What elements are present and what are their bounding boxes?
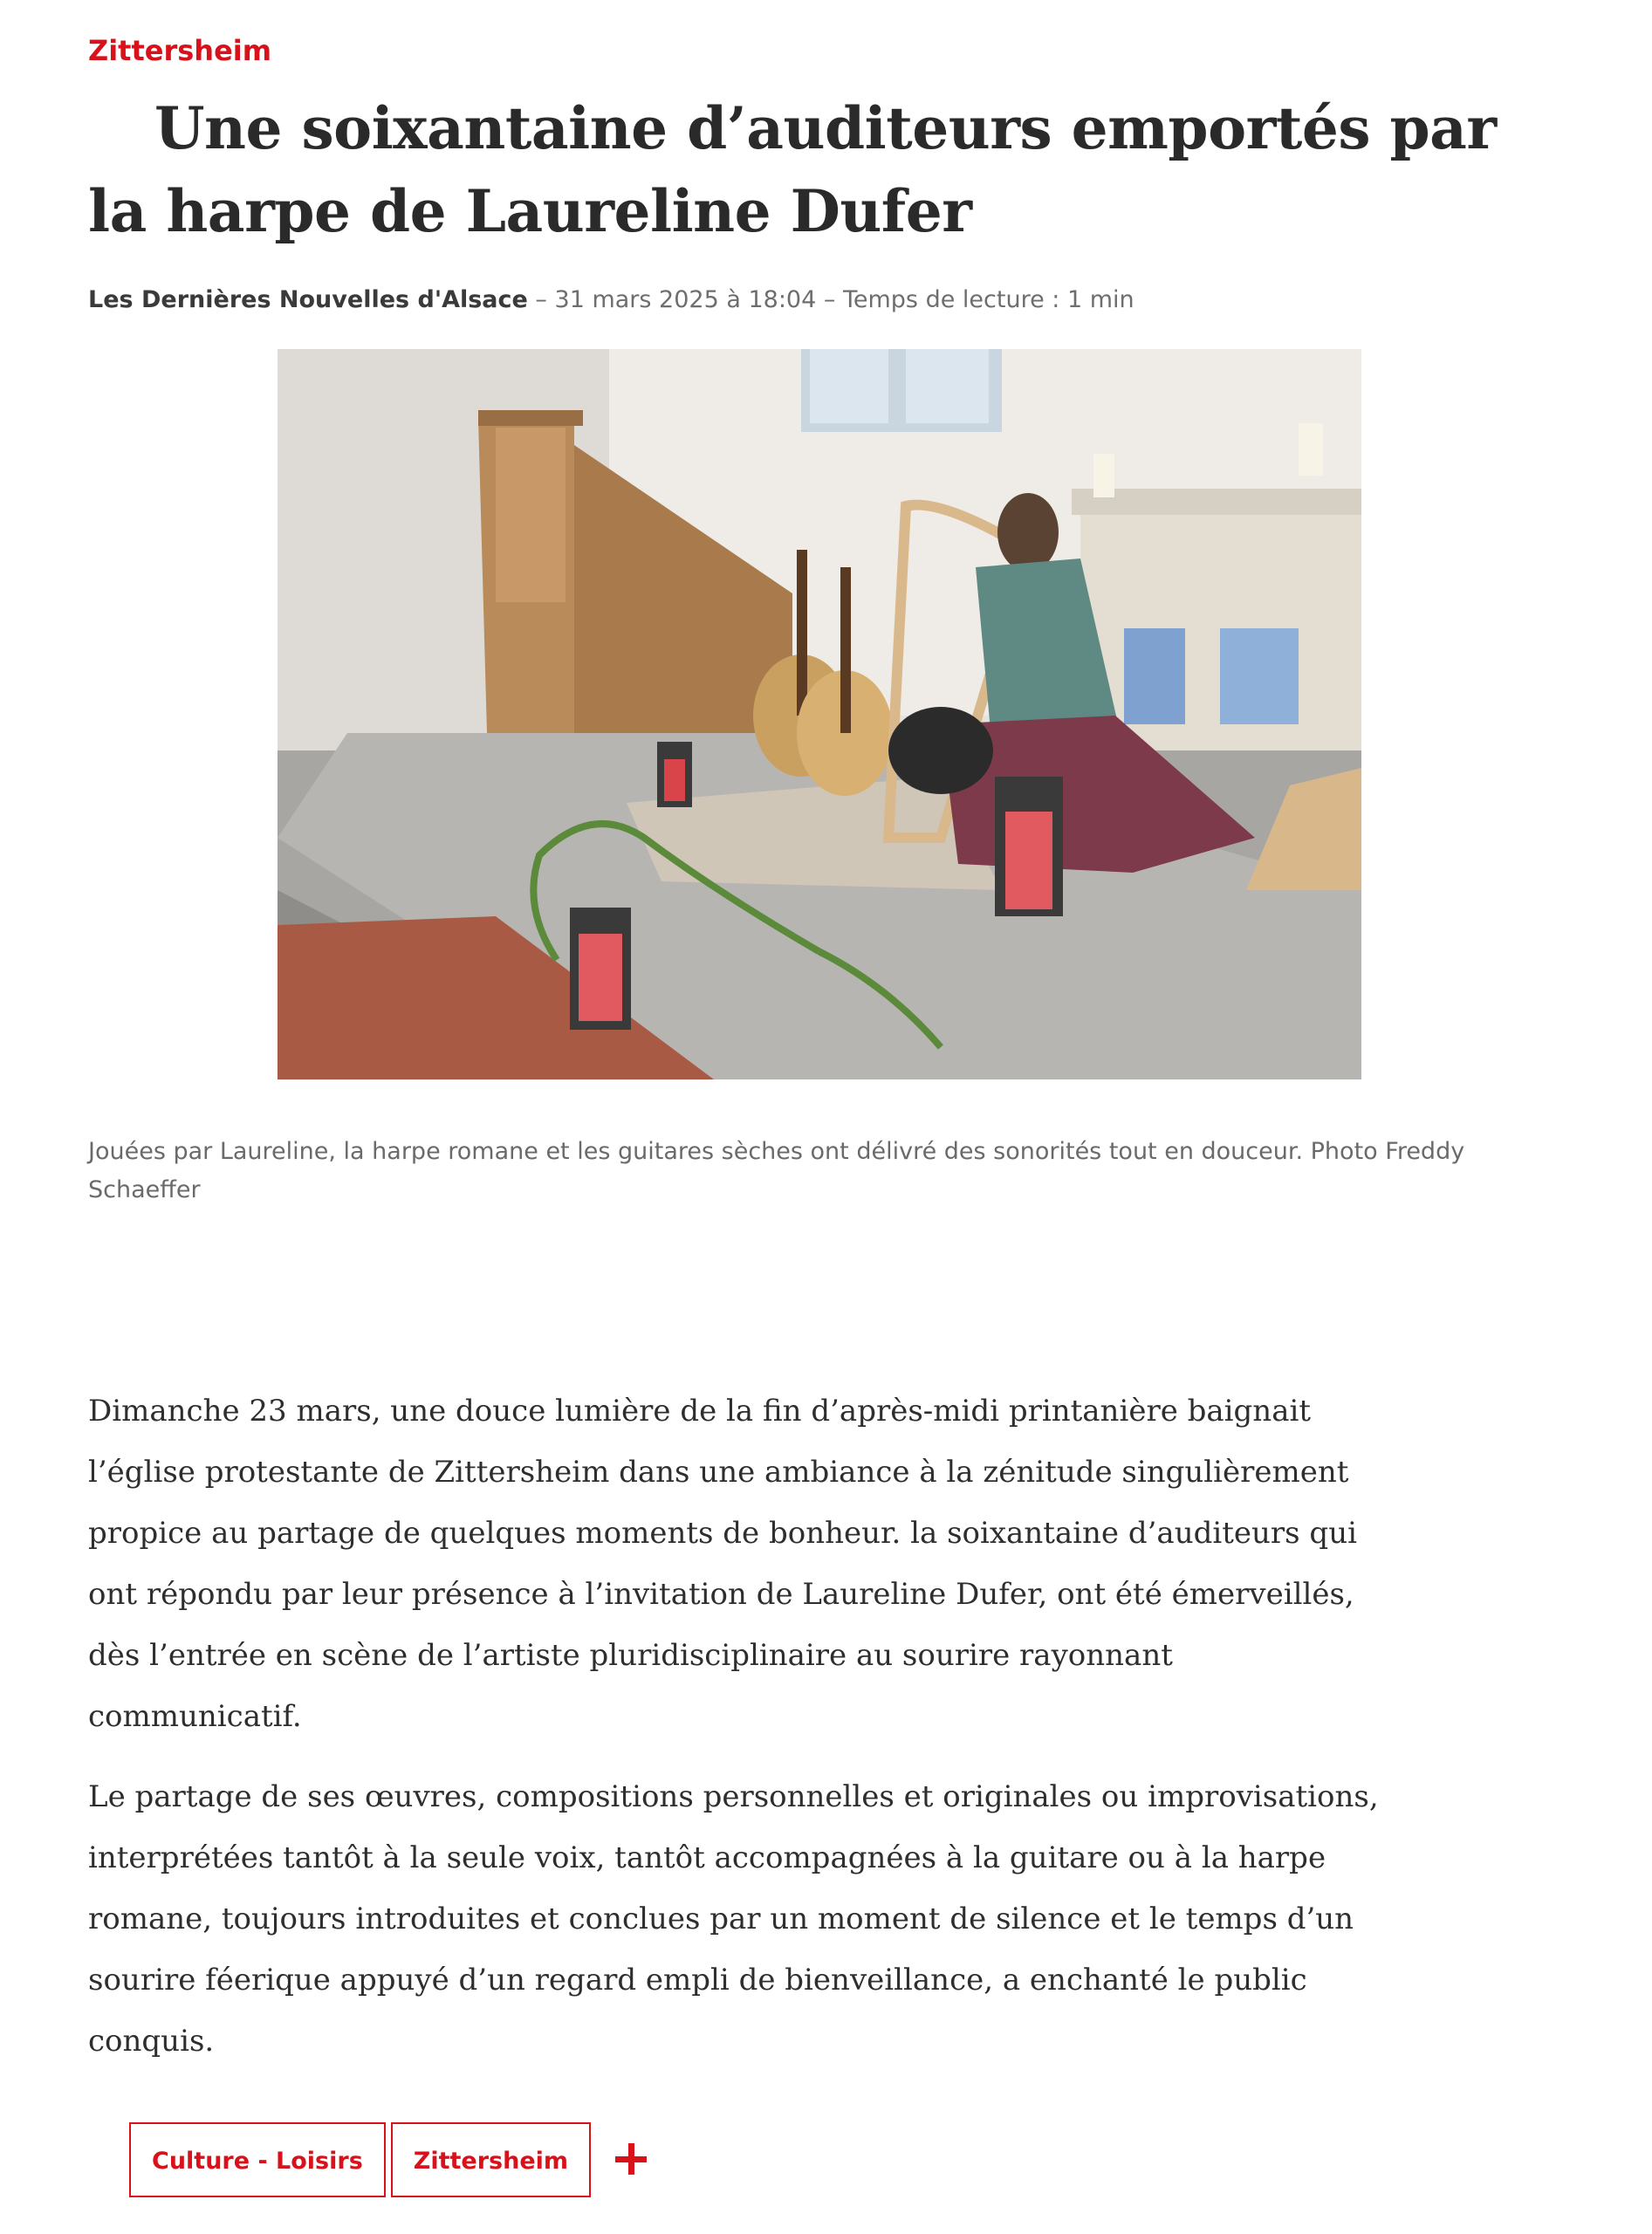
article-paragraph-2: Le partage de ses œuvres, compositions personnelles et originales ou improvisations, interprétées tantôt à la seule voix, tantôt accompagnées à la guitare ou à la harpe romane, toujours introduites et conclues par un moment de silence et le temps d’un sourire féerique appuyé d’un regard empli de bienveillance, a enchanté le public conquis. bbox=[88, 1779, 1379, 2059]
photo-illustration bbox=[278, 349, 1361, 1079]
byline-separator: – bbox=[527, 286, 555, 313]
article-headline: Une soixantaine d’auditeurs emportés par la harpe de Laureline Dufer bbox=[88, 94, 1497, 245]
byline-source: Les Dernières Nouvelles d'Alsace bbox=[88, 286, 528, 313]
article-body bbox=[88, 1381, 1380, 2091]
section-link-zittersheim[interactable]: Zittersheim bbox=[88, 34, 272, 67]
byline-separator: – bbox=[816, 286, 843, 313]
article-paragraph-1: Dimanche 23 mars, une douce lumière de la fin d’après-midi printanière baignait l’église protestante de Zittersheim dans une ambiance à la zénitude singulièrement propice au partage de quelques moments de bonheur. la soixantaine d’auditeurs qui ont répondu par leur présence à l’invitation de Laureline Dufer, ont été émerveillés, dès l’entrée en scène de l’artiste pluridisciplinaire au sourire rayonnant communicatif. bbox=[88, 1394, 1357, 1734]
byline bbox=[88, 283, 1572, 318]
plus-icon[interactable] bbox=[615, 2142, 650, 2177]
tag-zittersheim[interactable]: Zittersheim bbox=[391, 2122, 591, 2197]
byline-reading-time: Temps de lecture : 1 min bbox=[842, 286, 1134, 313]
tag-list bbox=[129, 2122, 650, 2197]
article-photo[interactable] bbox=[278, 349, 1361, 1079]
tag-culture-loisirs[interactable]: Culture - Loisirs bbox=[129, 2122, 386, 2197]
photo-caption: Jouées par Laureline, la harpe romane et les guitares sèches ont délivré des sonorités tout en douceur. Photo Freddy Schaeffer bbox=[88, 1138, 1465, 1203]
byline-date: 31 mars 2025 à 18:04 bbox=[554, 286, 817, 313]
